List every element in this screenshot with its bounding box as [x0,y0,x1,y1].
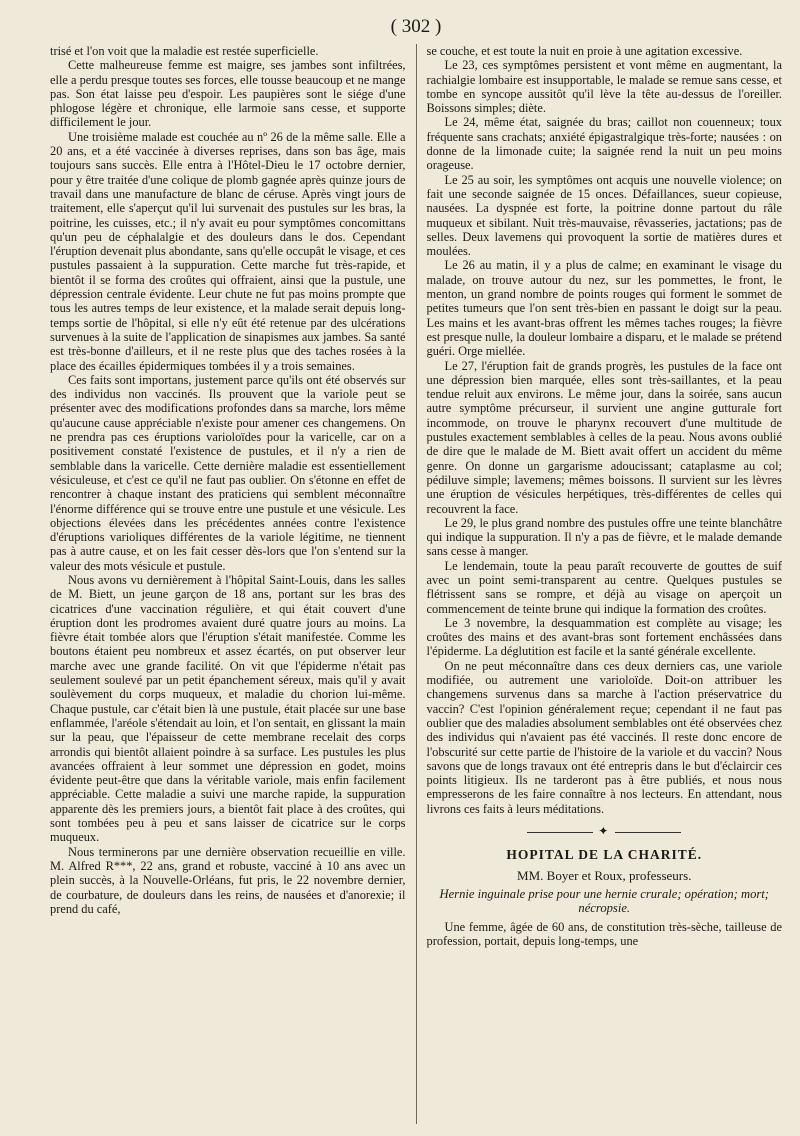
paragraph: trisé et l'on voit que la maladie est restée superficielle. [50,44,319,58]
paragraph: Le lendemain, toute la peau paraît recouverte de gouttes de suif avec un point semi-transparent au centre. Quelques pustules se flétrissent sans se rompre, et déjà au visage on aperçoit un commencement de teinte brune qui indique la formation des croûtes. [426,558,782,616]
paragraph: Une troisième malade est couchée au nº 26 de la même salle. Elle a 20 ans, et a été vaccinée à diverses reprises, dans son bas âge, mais toujours sans succès. Elle entra à l'Hôtel-Dieu le 17 octobre dernier, pour y être traitée d'une colique de plomb gagnée après quinze jours de travail dans une manufacture de blanc de céruse. Après vingt jours de traitement, elle s'aperçut qu'il lui survenait des pustules sur les bras, la poitrine, les cuisses, etc.; il n'y avait eu pour symptômes concomittans qu'un peu de céphalalgie et des douleurs dans le dos. Cependant l'éruption devenait plus abondante, sans qu'elle occupât le visage, et ces pustules passaient à la suppuration. Cette marche fut très-rapide, et bientôt il se forma des croûtes qui offraient, ainsi que la pustule, une dépression centrale évidente. Leur chute ne fut pas moins prompte que tous les autres temps de leur existence, et la malade serait depuis long-temps sortie de l'hôpital, si elle n'y eût été retenue par des ulcérations survenues à la suite de l'application de sinapismes aux jambes. Sa santé est très-bonne d'ailleurs, et il ne reste plus que des taches rosées à la place des écailles épidermiques tombées il y a trois semaines. [50,129,406,373]
left-column [50,44,416,1124]
paragraph: Cette malheureuse femme est maigre, ses jambes sont infiltrées, elle a perdu presque toutes ses forces, elle tousse beaucoup et ne mange pas. Son état laisse peu d'espoir. Les paupières sont le siége d'une phlogose légère et chronique, elle larmoie sans cesse, et supporte difficilement le jour. [50,58,406,130]
paragraph: Ces faits sont importans, justement parce qu'ils ont été observés sur des individus non vaccinés. Ils prouvent que la variole peut se présenter avec des modifications profondes dans sa marche, lors même qu'aucune cause appréciable n'existe pour amener ces changemens. On ne prendra pas ces éruptions varioloïdes pour la varicelle, car on a positivement constaté l'existence de pustules, et il n'y a rien de semblable dans la varicelle. Cette dernière maladie est essentiellement vésiculeuse, et c'est ce qu'il ne faut pas oublier. On s'étonne en effet de rencontrer à chaque instant des praticiens qui semblent méconnaître l'énorme différence qui se trouve entre une pustule et une vésicule. Les objections élevées dans les précédentes années contre l'existence d'éruptions varioliques différentes de la variole légitime, ne tiennent pas à autre cause, et on les fait cesser dès-lors que l'on s'entend sur la valeur des mots vésicule et pustule. [50,372,406,573]
paragraph: Le 29, le plus grand nombre des pustules offre une teinte blanchâtre qui indique la suppuration. Il n'y a pas de fièvre, et le malade demande sans cesse à manger. [426,515,782,559]
paragraph: Le 26 au matin, il y a plus de calme; en examinant le visage du malade, on trouve autour du nez, sur les pommettes, le front, le menton, un grand nombre de points rouges qui forment le sommet de petites tumeurs que l'on sent très-bien en passant le doigt sur la peau. Les mains et les avant-bras offrent les mêmes taches rouges; la fièvre est presque nulle, la douleur lombaire a disparu, et le malade se prétend guéri. Orge miellée. [426,258,782,359]
paragraph: Le 3 novembre, la desquammation est complète au visage; les croûtes des mains et des avant-bras sont fortement enchâssées dans l'épiderme. La déglutition est facile et la santé générale excellente. [426,615,782,659]
case-title: Hernie inguinale prise pour une hernie crurale; opération; mort; nécropsie. [439,886,769,916]
right-column [416,44,783,1124]
page-number: ( 302 ) [390,16,442,37]
paragraph: Le 27, l'éruption fait de grands progrès, les pustules de la face ont une dépression bien marquée, elles sont très-saillantes, et la peau tendue reluit aux environs. Le même jour, dans la soirée, sans aucun autre symptôme précurseur, il survient une angine gutturale fort incommode, on trouve le pharynx recouvert d'une multitude de pustules exactement semblables à celles de la peau. Nous avons oublié de dire que le malade de M. Biett avait offert un accident du même genre. On donne un gargarisme adoucissant; cataplasme au col; pédiluve simple; lavemens; mêmes boissons. Il survient sur les lèvres une éruption de vésicules herpétiques, très-différentes de celles qui recouvrent la face. [426,358,782,516]
paragraph: Nous terminerons par une dernière observation recueillie en ville. M. Alfred R***, 22 ans, grand et robuste, vacciné à 10 ans avec un plein succès, à la Nouvelle-Orléans, fut pris, le 22 novembre dernier, de courbature, de douleurs dans les reins, de nausées et d'anorexie; il prend du café, [50,844,406,916]
paragraph: se couche, et est toute la nuit en proie à une agitation excessive. [426,44,743,58]
paragraph: Nous avons vu dernièrement à l'hôpital Saint-Louis, dans les salles de M. Biett, un jeune garçon de 18 ans, portant sur les bras des cicatrices d'une vaccination régulière, et qui était couvert d'une éruption dont les prodromes avaient duré quatre jours au moins. La fièvre était tombée alors que l'éruption s'était manifestée. Comme les boutons étaient peu nombreux et assez écartés, on put observer leur marche avec une grande facilité. On vit que l'épiderme n'était pas seulement soulevé par un petit épanchement séreux, mais qu'il y avait soulèvement du corps muqueux, et maladie du chorion lui-même. Chaque pustule, car c'était bien là une pustule, était placée sur une base enflammée, l'aréole s'étendait au loin, et l'on sentait, en glissant la main sur la peau, que l'épaisseur de cette membrane recelait des corps arrondis qui bientôt allaient poindre à sa surface. Les pustules les plus avancées offraient à leur sommet une dépression en godet, moins évidente peut-être que dans la véritable variole, mais enfin facilement appréciable. Cette maladie a suivi une marche rapide, la suppuration apparente dès les premiers jours, a bientôt fait place à des croûtes, qui sont tombées peu à peu et sans laisser de cicatrice sur le corps muqueux. [50,572,406,845]
text-columns [50,44,782,1124]
paragraph: Le 25 au soir, les symptômes ont acquis une nouvelle violence; on fait une seconde saignée de 15 onces. Défaillances, sueur copieuse, nausées. La dyspnée est forte, la poitrine donne partout du râle muqueux et sibilant. Nuit très-mauvaise, rêvasseries, jactations; pas de selles. Deux lavemens qui provoquent la sortie de matières dures et moulées. [426,172,782,259]
professors-line: MM. Boyer et Roux, professeurs. [517,867,692,883]
paragraph: Le 24, même état, saignée du bras; caillot non couenneux; toux fréquente sans crachats; anxiété épigastralgique très-forte; nausées : on donne de la limonade cuite; la saignée rend la nuit un peu moins orageuse. [426,115,782,173]
paragraph: Le 23, ces symptômes persistent et vont même en augmentant, la rachialgie lombaire est insupportable, le malade se remue sans cesse, et tombe en syncope aussitôt qu'il lève la tête au-dessus de l'oreiller. Boissons simples; diète. [426,58,782,116]
paragraph: Une femme, âgée de 60 ans, de constitution très-sèche, tailleuse de profession, portait, depuis long-temps, une [426,919,782,949]
section-divider: ✦ [427,824,783,838]
paragraph: On ne peut méconnaître dans ces deux derniers cas, une variole modifiée, ou autrement une varioloïde. Doit-on attribuer les changemens survenus dans sa marche à l'action préservatrice du vaccin? C'est l'opinion généralement reçue; cependant il ne faut pas oublier que des maladies absolument semblables ont été observées chez des individus qui n'avaient pas été vaccinés. Il reste donc encore de l'obscurité sur cette partie de l'histoire de la variole et du vaccin? Nous savons que de longs travaux ont été entrepris dans le but d'éclaircir ces points litigieux. Ils ne tarderont pas à être publiés, et nous nous empresserons de les faire connaître à nos lecteurs. En attendant, nous livrons ces faits à leurs méditations. [426,658,782,816]
section-title: HOPITAL DE LA CHARITÉ. [506,847,703,863]
